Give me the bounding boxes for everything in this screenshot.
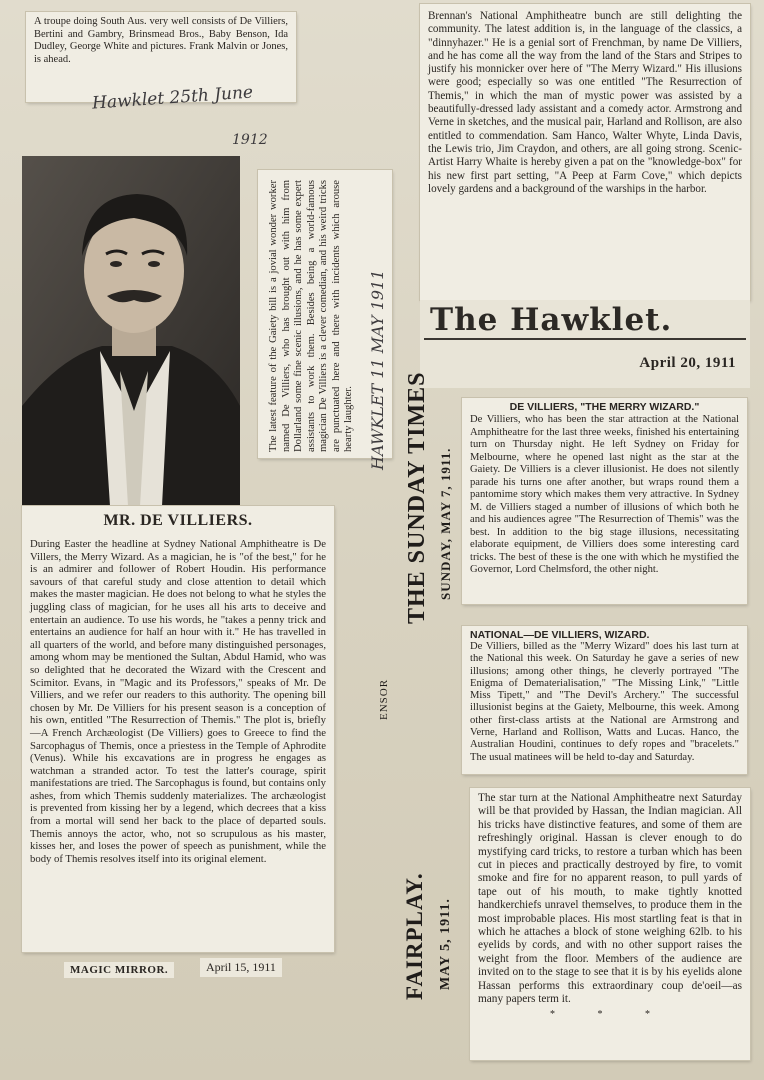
sunday-times-date: SUNDAY, MAY 7, 1911. bbox=[438, 447, 453, 600]
national-clipping bbox=[462, 626, 747, 774]
magic-mirror-clipping bbox=[22, 506, 334, 952]
magic-mirror-source: MAGIC MIRROR. bbox=[64, 962, 174, 978]
hawklet-masthead bbox=[420, 300, 750, 388]
handwritten-side-note: HAWKLET 11 MAY 1911 bbox=[368, 269, 387, 470]
national-headline: NATIONAL—DE VILLIERS, WIZARD. bbox=[470, 629, 650, 641]
hawklet-rule bbox=[424, 338, 746, 340]
portrait-photo bbox=[22, 156, 240, 506]
sunday-times-masthead: THE SUNDAY TIMES bbox=[404, 371, 430, 624]
sunday-times-text: De Villiers, who has been the star attraction at the National Amphitheatre for the last three weeks, finished his entertaining turn on Thursday night. He left Sydney on Friday for Melbourne, where he opened last night as the star at the Gaiety. De Villiers is a clever illusionist. He does not silently parade his turns one after another, but wraps round them a pantomime story which makes them very attractive. In Sydney M. de Villiers staged a number of illusions of which both he and his audiences agree "The Resurrection of Themis" was the best. In addition to the big stage illusions, necessitating elaborate equipment, de Villiers does some interesting card tricks. The best of these is the one with which he mystified the Governor, Lord Chelmsford, the other night. bbox=[470, 414, 739, 575]
brennan-clipping bbox=[420, 4, 750, 300]
magic-mirror-date: April 15, 1911 bbox=[200, 958, 282, 977]
sunday-times-headline: DE VILLIERS, "THE MERRY WIZARD." bbox=[509, 401, 700, 413]
portrait-image bbox=[22, 156, 240, 506]
fairplay-stars: * * * bbox=[550, 1008, 670, 1020]
ensor-stamp: ENSOR bbox=[378, 678, 390, 720]
magic-mirror-title: MR. DE VILLIERS. bbox=[103, 512, 253, 529]
magic-mirror-text: During Easter the headline at Sydney National Amphitheatre is De Villers, the Merry Wizard. As a magician, he is "of the best," for he is an admirer and follower of Robert Houdin. His performance savours of that careful study and close attention to detail which makes the master magician. He does not belong to what he styles the juggling class of magician, for he uses all his arts to deceive and entertain an audience. To use his words, he "takes a penny trick and entertains an audience for half an hour with it." He has travelled in all quarters of the world, and before many distinguished personages, among whom may be mentioned the Sultan, Abdul Hamid, who was so delighted that he decorated the Wizard with the Crescent and Scimitor. Evans, in "Magic and its Professors," speaks of Mr. De Villiers, and we refer our readers to this authority. The opening bill chosen by Mr. De Villiers for his present season is a conception of his own, entitled "The Resurrection of Themis." The plot is, briefly—A French Archæologist (De Villiers) goes to Greece to find the Sarcophagus of Themis, once a priestess in the Temple of Aphrodite (Venus). While his excavations are in progress he engages as watchman a stranded actor. To test the latter's courage, spirit manifestations are tried. The Sarcophagus is found, but contains only ashes, from which Themis suddenly materializes. The archæologist is prevented from kissing her by a legend, which decrees that a kiss from a mortal will send her back to the place of departed souls. Themis annoys the actor, who, not so scrupulous as his master, kisses her, and loses the power of speech as punishment, while the body of Themis resolves itself into its original element. bbox=[30, 538, 326, 865]
handwritten-year: 1912 bbox=[232, 132, 268, 148]
handwritten-source-note: Hawklet 25th June bbox=[91, 82, 254, 114]
hawklet-date: April 20, 1911 bbox=[639, 355, 736, 371]
national-text: De Villiers, billed as the "Merry Wizard" does his last turn at the National this week. On Saturday he gave a series of new illusions; among other things, he cleverly portrayed "The Enigma of Dematerialisation," "The Missing Link," "Little Miss Tipett," and "The Devil's Archery." The successful illusionist begins at the Gaiety, Melbourne, this week. Among other first-class artists at the National are Armstrong and Verne, Harland and Rollison, Watts and Lucas. Hanco, the Australian Houdini, continues to defy ropes and "bracelets." The usual matinees will be held to-day and Saturday. bbox=[470, 641, 739, 763]
fairplay-masthead: FAIRPLAY. bbox=[402, 872, 427, 1000]
troupe-text: A troupe doing South Aus. very well consists of De Villiers, Bertini and Gambry, Brinsmead Bros., Baby Benson, Ida Dudley, George White and pictures. Frank Malvin or Jones, is ahead. bbox=[34, 16, 288, 65]
gaiety-text: The latest feature of the Gaiety bill is a jovial wonder worker named De Villiers, who has brought out with him from Dollarland some fine scenic illusions, and he has some expert assistants to work them. Besides being a world-famous magician De Villiers is a clever comedian, and his weird tricks are punctuated here and there with incidents which arouse hearty laughter. bbox=[268, 180, 354, 452]
fairplay-clipping bbox=[470, 788, 750, 1060]
fairplay-text: The star turn at the National Amphitheatre next Saturday will be that provided by Hassan, the Indian magician. All his tricks have distinctive features, and some of them are refreshingly original. Hassan is clever enough to do mystifying card tricks, to restore a turban which has been cut in pieces and practically destroyed by fire, to vomit smoke and fire for no apparent reason, to pull yards of tape out of his mouth, to make tightly knotted handkerchiefs unravel themselves, to produce them in the most improbable places. His most startling feat is that in which he attaches a block of stone weighing 62lb. to his eyelids by cords, and with no other support raises the weight from the floor. Members of the audience are invited on to the stage to see that it is by his eyelids alone Hassan performs this extraordinary coup de'oeil—as many papers term it. bbox=[478, 792, 742, 1006]
fairplay-date: MAY 5, 1911. bbox=[438, 898, 453, 990]
brennan-text: Brennan's National Amphitheatre bunch are still delighting the community. The latest addition is, in the language of the classics, a "dinnyhazer." He is a genial sort of Frenchman, by name De Villiers, and he has come all the way from the land of the Stars and Stripes to justify his monnicker over here of "The Merry Wizard." His illusions were good; especially so was one entitled "The Resurrection of Themis," in which the man of mystic power was assisted by a beautifully-dressed lady assistant and a comedy actor. Armstrong and Verne in sketches, and the musical pair, Harland and Rollison, are also entitled to commendation. Sam Hanco, Walter Whyte, Linda Davis, the Lewis trio, Jim Craydon, and others, are all going strong. Scenic-Artist Harry Whaite is hereby given a pat on the "knowledge-box" for his new first part setting, "A Peep at Farm Cove," which depicts lovely gardens and a background of the warships in the harbor. bbox=[428, 10, 742, 195]
hawklet-title: The Hawklet. bbox=[430, 302, 673, 338]
sunday-times-clipping bbox=[462, 398, 747, 604]
